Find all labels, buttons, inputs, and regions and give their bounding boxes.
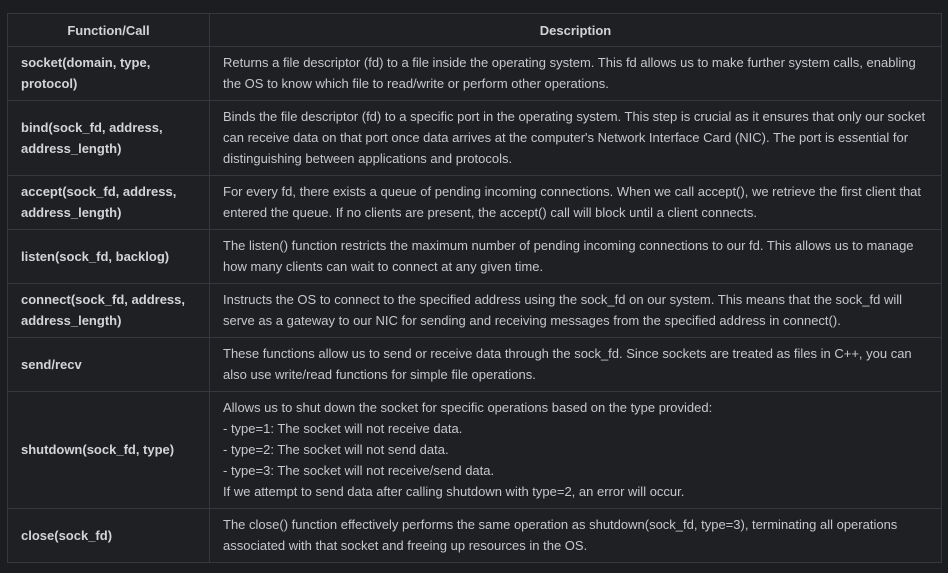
description-line: For every fd, there exists a queue of pending incoming connections. When we call accept(), we retrieve the first client that entered the queue. If no clients are present, the accept() call will block until a client connects. bbox=[223, 184, 922, 220]
function-name: send/recv bbox=[8, 338, 210, 392]
description-line: Allows us to shut down the socket for specific operations based on the type provided: bbox=[223, 400, 713, 415]
table-row bbox=[8, 338, 942, 392]
description-line: These functions allow us to send or receive data through the sock_fd. Since sockets are treated as files in C++, you can also use write/read functions for simple file operations. bbox=[223, 346, 912, 382]
table-row bbox=[8, 230, 942, 284]
description-line: The listen() function restricts the maximum number of pending incoming connections to our fd. This allows us to manage how many clients can wait to connect at any given time. bbox=[223, 238, 914, 274]
function-description bbox=[210, 338, 942, 392]
description-line: Binds the file descriptor (fd) to a specific port in the operating system. This step is crucial as it ensures that only our socket can receive data on that port once data arrives at the computer's Network Interface Card (NIC). The port is essential for distinguishing between applications and protocols. bbox=[223, 109, 926, 166]
table-row bbox=[8, 47, 942, 101]
description-line: Returns a file descriptor (fd) to a file inside the operating system. This fd allows us to make further system calls, enabling the OS to know which file to read/write or perform other operations. bbox=[223, 55, 916, 91]
description-line: - type=3: The socket will not receive/send data. bbox=[223, 463, 495, 478]
function-description bbox=[210, 284, 942, 338]
function-name: bind(sock_fd, address, address_length) bbox=[8, 101, 210, 176]
table-container bbox=[7, 13, 941, 563]
table-row bbox=[8, 284, 942, 338]
function-name: socket(domain, type, protocol) bbox=[8, 47, 210, 101]
socket-functions-table bbox=[7, 13, 942, 563]
header-description: Description bbox=[210, 14, 942, 47]
description-line: - type=2: The socket will not send data. bbox=[223, 442, 449, 457]
table-row bbox=[8, 509, 942, 563]
table-row bbox=[8, 392, 942, 509]
table-header-row bbox=[8, 14, 942, 47]
header-function: Function/Call bbox=[8, 14, 210, 47]
description-line: Instructs the OS to connect to the specified address using the sock_fd on our system. This means that the sock_fd will serve as a gateway to our NIC for sending and receiving messages from the specified address in connect(). bbox=[223, 292, 902, 328]
description-line: - type=1: The socket will not receive data. bbox=[223, 421, 463, 436]
function-description bbox=[210, 47, 942, 101]
function-name: close(sock_fd) bbox=[8, 509, 210, 563]
description-line: If we attempt to send data after calling shutdown with type=2, an error will occur. bbox=[223, 484, 685, 499]
function-description bbox=[210, 176, 942, 230]
function-name: listen(sock_fd, backlog) bbox=[8, 230, 210, 284]
function-name: connect(sock_fd, address, address_length) bbox=[8, 284, 210, 338]
description-line: The close() function effectively performs the same operation as shutdown(sock_fd, type=3), terminating all operations associated with that socket and freeing up resources in the OS. bbox=[223, 517, 898, 553]
function-description bbox=[210, 230, 942, 284]
function-description bbox=[210, 509, 942, 563]
function-name: accept(sock_fd, address, address_length) bbox=[8, 176, 210, 230]
function-description bbox=[210, 101, 942, 176]
table-row bbox=[8, 101, 942, 176]
table-row bbox=[8, 176, 942, 230]
function-name: shutdown(sock_fd, type) bbox=[8, 392, 210, 509]
function-description bbox=[210, 392, 942, 509]
